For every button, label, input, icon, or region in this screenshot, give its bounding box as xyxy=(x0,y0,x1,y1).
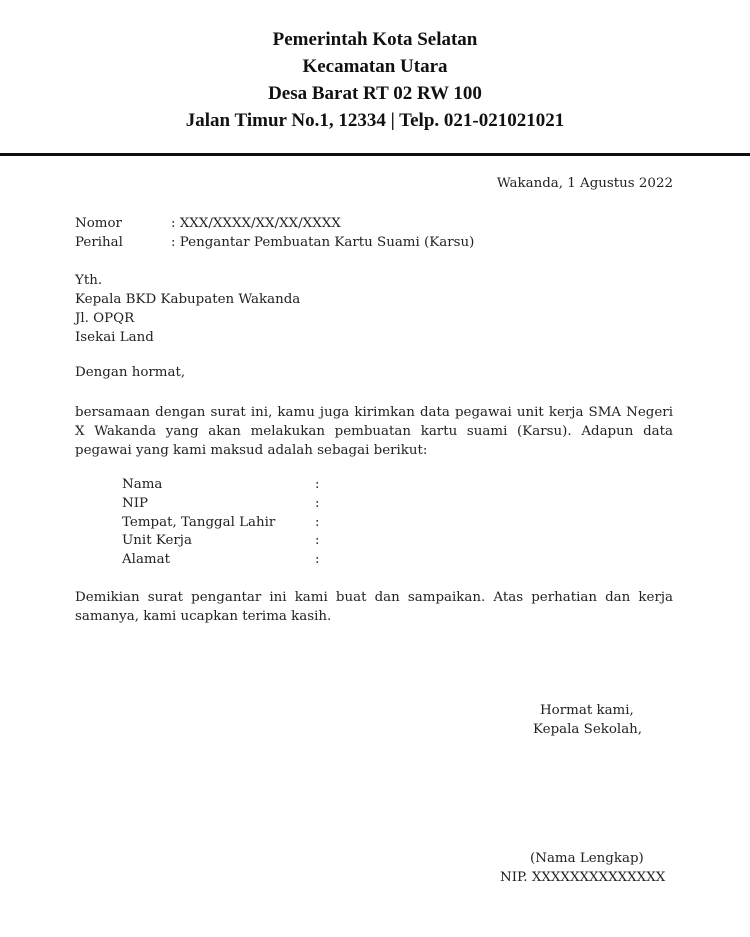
signer-block xyxy=(500,849,665,887)
meta-perihal xyxy=(75,233,474,252)
body-paragraph-intro: bersamaan dengan surat ini, kamu juga kirimkan data pegawai unit kerja SMA Negeri X Wakanda yang akan melakukan pembuatan kartu suami (Karsu). Adapun data pegawai yang kami maksud adalah sebagai berikut: xyxy=(75,405,673,459)
letterhead-village: Desa Barat RT 02 RW 100 xyxy=(268,83,482,104)
greeting: Dengan hormat, xyxy=(75,365,186,380)
perihal-label: Perihal xyxy=(75,235,123,250)
meta-nomor xyxy=(75,214,474,233)
recipient-block xyxy=(75,271,300,347)
field-sep: : xyxy=(315,514,320,530)
recipient-street: Jl. OPQR xyxy=(75,311,135,326)
nomor-value: : XXX/XXXX/XX/XX/XXXX xyxy=(171,216,341,231)
recipient-salutation: Yth. xyxy=(75,273,103,288)
field-row xyxy=(122,532,320,551)
letterhead-address: Jalan Timur No.1, 12334 | Telp. 021-021021021 xyxy=(185,110,565,131)
field-label-unit-kerja: Unit Kerja xyxy=(122,533,192,549)
field-label-nip: NIP xyxy=(122,495,149,511)
field-row xyxy=(122,551,320,570)
letterhead-government: Pemerintah Kota Selatan xyxy=(272,29,478,50)
field-label-ttl: Tempat, Tanggal Lahir xyxy=(122,514,276,530)
letterhead-district: Kecamatan Utara xyxy=(302,56,448,77)
recipient-name: Kepala BKD Kabupaten Wakanda xyxy=(75,292,301,307)
perihal-value: : Pengantar Pembuatan Kartu Suami (Karsu) xyxy=(171,235,475,250)
recipient-city: Isekai Land xyxy=(75,330,154,345)
field-row xyxy=(122,476,320,495)
field-row xyxy=(122,514,320,533)
field-sep: : xyxy=(315,495,320,511)
letter-meta xyxy=(75,214,474,252)
letterhead xyxy=(0,26,750,134)
signer-nip: NIP. XXXXXXXXXXXXXX xyxy=(500,870,666,886)
letter-date: Wakanda, 1 Agustus 2022 xyxy=(496,176,673,191)
employee-fields xyxy=(122,476,320,570)
closing-title: Kepala Sekolah, xyxy=(533,722,643,738)
signer-name: (Nama Lengkap) xyxy=(530,851,644,866)
body-paragraph-closing: Demikian surat pengantar ini kami buat dan sampaikan. Atas perhatian dan kerja samanya, kami ucapkan terima kasih. xyxy=(75,590,673,625)
closing-block xyxy=(533,701,642,739)
nomor-label: Nomor xyxy=(75,216,122,231)
field-sep: : xyxy=(315,552,320,568)
closing-regards: Hormat kami, xyxy=(540,703,634,718)
letterhead-divider xyxy=(0,153,750,156)
field-label-alamat: Alamat xyxy=(122,552,170,568)
field-sep: : xyxy=(315,533,320,549)
field-label-nama: Nama xyxy=(122,477,163,492)
field-row xyxy=(122,495,320,514)
field-sep: : xyxy=(315,477,320,492)
